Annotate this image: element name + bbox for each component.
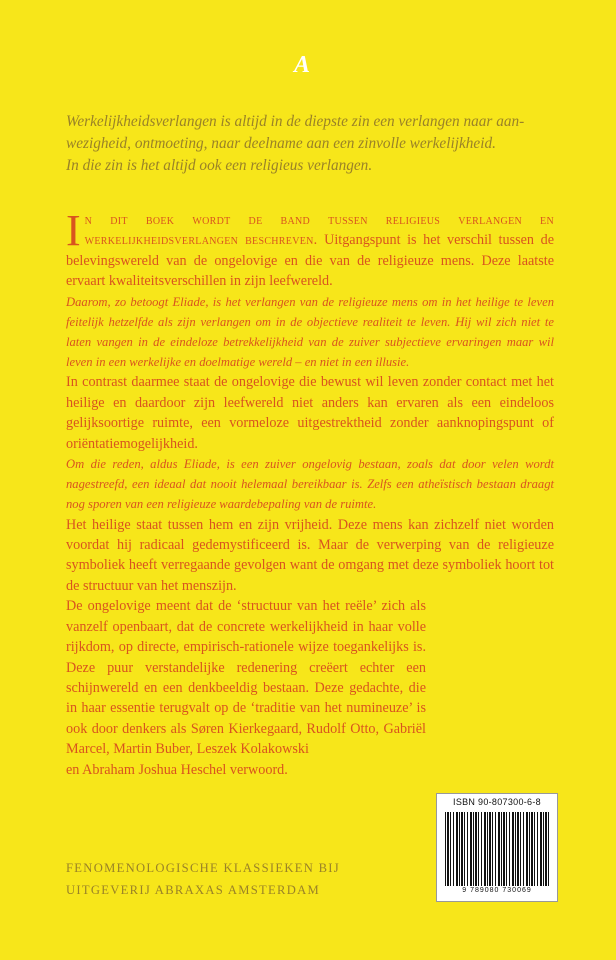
isbn-label: ISBN 90-807300-6-8 — [453, 797, 541, 807]
series-imprint — [66, 857, 396, 901]
paragraph-intro — [66, 206, 554, 292]
intro-smallcaps: n dit boek wordt de band tussen religieus verlangen en werkelijkheidsverlangen beschreven. — [84, 212, 554, 249]
publisher-logo-icon: A — [293, 52, 310, 78]
paragraph-contrast: In contrast daarmee staat de ongelovige die bewust wil leven zonder contact met het heilige en daardoor zijn leefwereld niet anders kan ervaren als een eindeloos gelijksoortige ruimte, een vormeloze uitgestrektheid zonder aanknopingspunt of oriëntatiemogelijkheid. — [66, 374, 554, 452]
series-line-1: FENOMENOLOGISCHE KLASSIEKEN BIJ — [66, 861, 340, 875]
back-cover-text — [66, 206, 554, 780]
barcode-icon — [445, 812, 549, 886]
quote-line-2: wezigheid, ontmoeting, naar deelname aan een zinvolle werkelijkheid. — [66, 135, 496, 152]
drop-cap: I — [66, 206, 81, 255]
quote-line-3: In die zin is het altijd ook een religieus verlangen. — [66, 157, 373, 174]
paragraph-eliade-1: Daarom, zo betoogt Eliade, is het verlangen van de religieuze mens om in het heilige te leven feitelijk hetzelfde als zijn verlangen om in de objectieve realiteit te leven. Hij wil zich niet te laten vangen in de eindeloze betrekkelijkheid van de zuiver subjectieve ervaringen maar wil leven in een werkelijke en doelmatige wereld – en niet in een illusie. — [66, 294, 554, 370]
paragraph-unbeliever: De ongelovige meent dat de ‘structuur van het reële’ zich als vanzelf openbaart, dat de concrete werkelijkheid in haar volle rijkdom, op directe, empirisch-rationele wijze toegankelijks is. Deze puur verstandelijke redenering creëert echter een schijnwereld en een denkbeeldig bestaan. Deze gedachte, die in haar essentie terugvalt op de ‘traditie van het numineuze’ is ook door denkers als Søren Kierkegaard, Rudolf Otto, Gabriël Marcel, Martin Buber, Leszek Kolakowski — [66, 598, 426, 758]
barcode-digits: 9 789080 730069 — [462, 887, 532, 894]
epigraph-quote — [66, 111, 556, 177]
paragraph-sacred: Het heilige staat tussen hem en zijn vrijheid. Deze mens kan zichzelf niet worden voordat hij radicaal gedemystificeerd is. Maar de verwerping van de religieuze symboliek heeft verregaande gevolgen want de omgang met deze symboliek hoort tot de structuur van het menszijn. — [66, 516, 554, 594]
quote-line-1: Werkelijkheidsverlangen is altijd in de diepste zin een verlangen naar aan- — [66, 113, 525, 130]
paragraph-eliade-2: Om die reden, aldus Eliade, is een zuiver ongelovig bestaan, zoals dat door velen wordt nagestreefd, een ideaal dat nooit helemaal bereikbaar is. Zelfs een atheïstisch bestaan draagt nog sporen van een religieuze waardebepaling van de ruimte. — [66, 457, 554, 512]
series-line-2: UITGEVERIJ ABRAXAS AMSTERDAM — [66, 883, 321, 897]
isbn-barcode — [436, 793, 558, 902]
intro-rest: Uitgangspunt is het verschil tussen de belevingswereld van de ongelovige en die van de religieuze mens. Deze laatste ervaart kwaliteitsverschillen in zijn leefwereld. — [66, 232, 554, 290]
paragraph-unbeliever-end: en Abraham Joshua Heschel verwoord. — [66, 761, 288, 778]
